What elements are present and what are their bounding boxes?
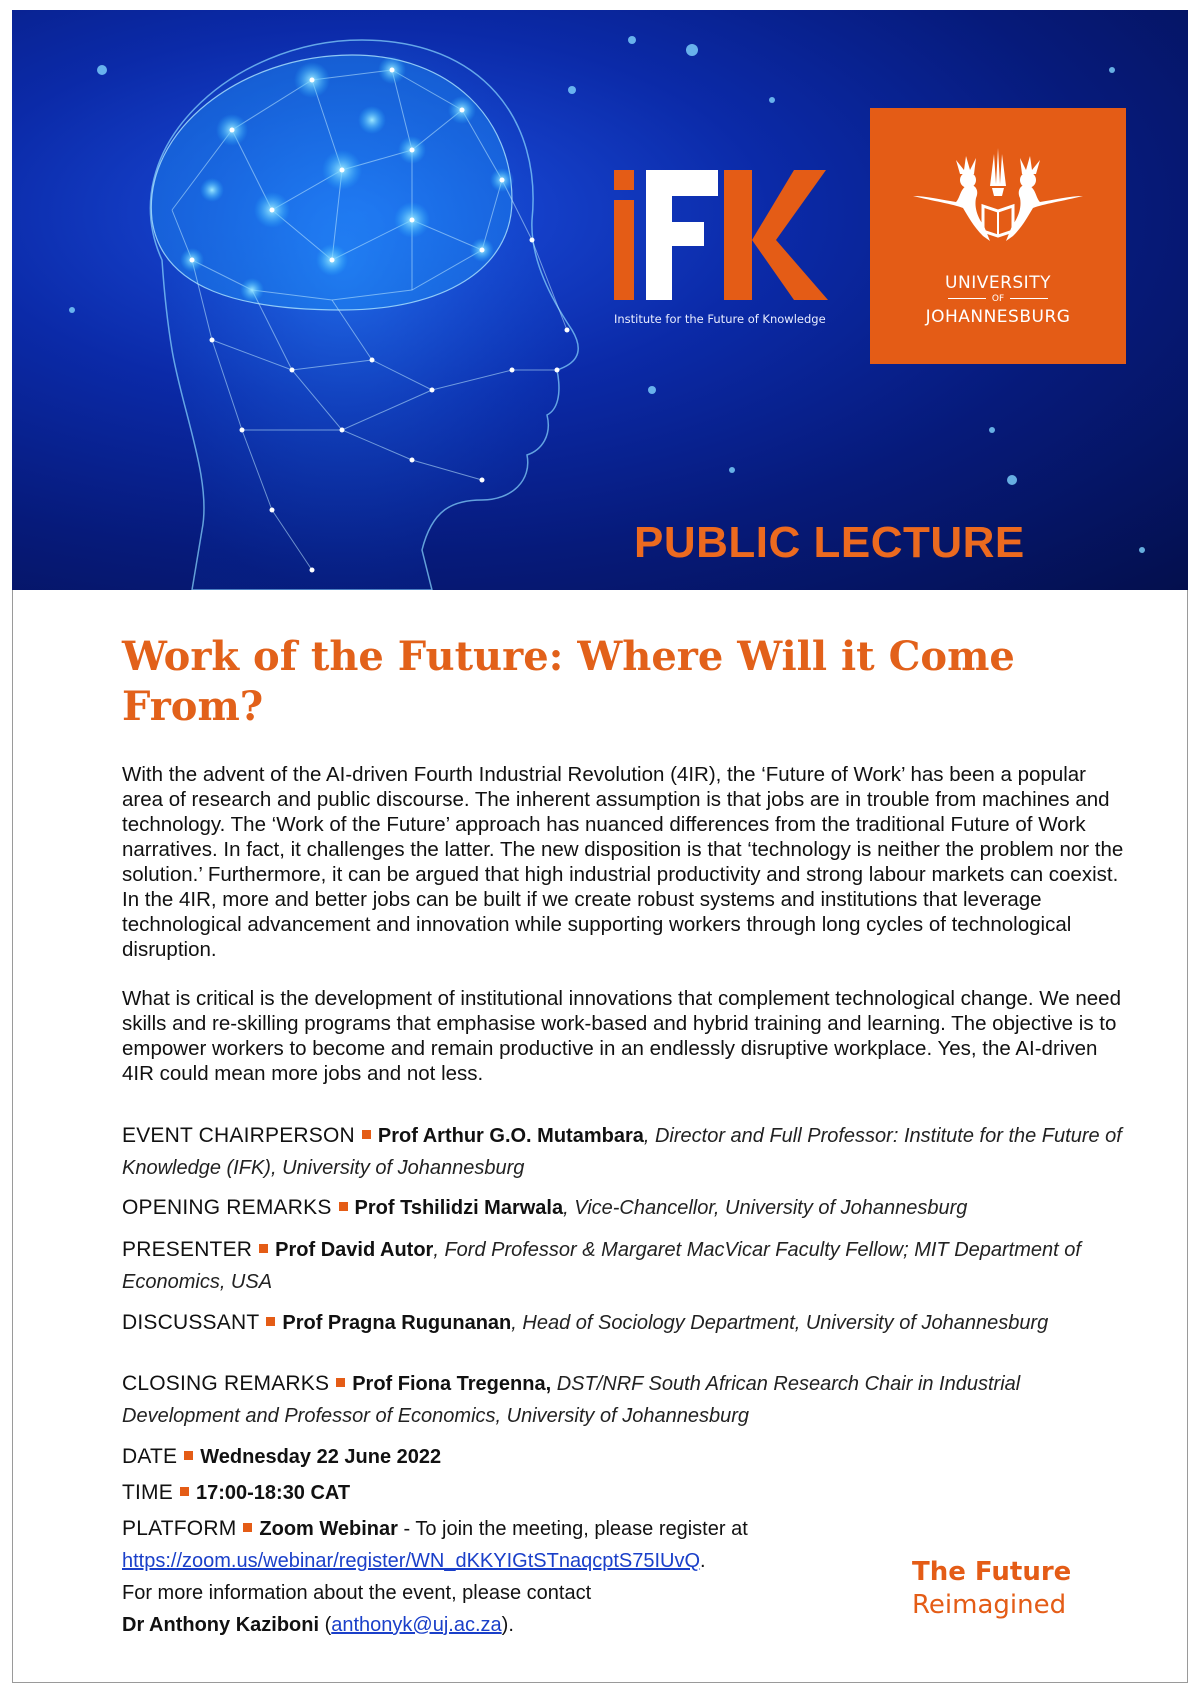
orange-bullet-icon xyxy=(180,1487,189,1496)
program-item-closing-remarks xyxy=(122,1368,1122,1432)
program-label: DISCUSSANT xyxy=(122,1311,260,1334)
speaker-description: DST/NRF South African Research Chair in Industrial Development and Professor of Economics, University of Johannesburg xyxy=(122,1373,1021,1427)
speaker-name: Prof David Autor xyxy=(275,1239,434,1261)
program-label: PRESENTER xyxy=(122,1238,253,1261)
program-label: CLOSING REMARKS xyxy=(122,1372,330,1395)
uj-logo xyxy=(870,108,1126,364)
date-value: Wednesday 22 June 2022 xyxy=(200,1446,442,1468)
contact-close-paren: ). xyxy=(501,1614,514,1636)
uj-name-line3: JOHANNESBURG xyxy=(925,307,1071,327)
header-banner xyxy=(12,10,1188,590)
program-item-opening-remarks xyxy=(122,1192,1122,1224)
program-item-presenter xyxy=(122,1234,1122,1298)
platform-label: PLATFORM xyxy=(122,1517,237,1540)
orange-bullet-icon xyxy=(362,1130,371,1139)
orange-bullet-icon xyxy=(336,1378,345,1387)
ifk-logo xyxy=(614,160,829,330)
platform-value: Zoom Webinar xyxy=(259,1518,398,1540)
contact-open-paren: ( xyxy=(319,1614,332,1636)
intro-paragraph: With the advent of the AI-driven Fourth Industrial Revolution (4IR), the ‘Future of Work’ has been a popular area of research and public discourse. The inherent assumption is that jobs are in trouble from machines and technology. The ‘Work of the Future’ approach has nuanced differences from the traditional Future of Work narratives. In fact, it challenges the latter. The new disposition is that ‘technology is neither the problem nor the solution.’ Furthermore, it can be argued that high industrial productivity and strong labour markets can coexist. In the 4IR, more and better jobs can be built if we create robust systems and institutions that leverage technological advancement and innovation while supporting workers through long cycles of technological disruption. xyxy=(122,763,1124,961)
platform-text: - To join the meeting, please register at xyxy=(397,1518,748,1540)
speaker-description: , Head of Sociology Department, University of Johannesburg xyxy=(511,1312,1049,1334)
speaker-description: , Director and Full Professor: Institute for the Future of Knowledge (IFK), University of Johannesburg xyxy=(122,1125,1122,1179)
orange-bullet-icon xyxy=(339,1202,348,1211)
link-suffix: . xyxy=(700,1550,706,1572)
event-date xyxy=(122,1441,1122,1473)
second-paragraph: What is critical is the development of institutional innovations that complement technological change. We need skills and re-skilling programs that emphasise work-based and hybrid training and learning. The objective is to empower workers to become and remain productive in an endlessly disruptive workplace. Yes, the AI-driven 4IR could mean more jobs and not less. xyxy=(122,987,1121,1085)
program-item-chairperson xyxy=(122,1120,1122,1184)
contact-name: Dr Anthony Kaziboni xyxy=(122,1614,320,1636)
event-time xyxy=(122,1477,1122,1509)
speaker-description: , Vice-Chancellor, University of Johannesburg xyxy=(563,1197,968,1219)
tagline-line2: Reimagined xyxy=(912,1590,1067,1620)
tagline-line1: The Future xyxy=(912,1557,1072,1587)
ifk-tagline: Institute for the Future of Knowledge xyxy=(614,312,826,326)
speaker-name: Prof Arthur G.O. Mutambara xyxy=(377,1125,644,1147)
lecture-title: Work of the Future: Where Will it Come From? xyxy=(122,633,1015,730)
ifk-letters-graphic xyxy=(614,160,829,300)
speaker-name: Prof Fiona Tregenna, xyxy=(352,1373,552,1395)
orange-bullet-icon xyxy=(243,1523,252,1532)
speaker-description: , Ford Professor & Margaret MacVicar Faculty Fellow; MIT Department of Economics, USA xyxy=(122,1239,1081,1293)
program-label: OPENING REMARKS xyxy=(122,1196,332,1219)
speaker-name: Prof Tshilidzi Marwala xyxy=(354,1197,564,1219)
orange-bullet-icon xyxy=(266,1317,275,1326)
uj-name-of: OF xyxy=(870,294,1126,304)
registration-link[interactable]: https://zoom.us/webinar/register/WN_dKKYIGtSTnaqcptS75IUvQ xyxy=(122,1550,701,1572)
public-lecture-heading: PUBLIC LECTURE xyxy=(634,518,1025,567)
time-label: TIME xyxy=(122,1481,173,1504)
orange-bullet-icon xyxy=(184,1451,193,1460)
orange-bullet-icon xyxy=(259,1244,268,1253)
speaker-name: Prof Pragna Rugunanan xyxy=(282,1312,512,1334)
contact-intro: For more information about the event, please contact xyxy=(122,1582,592,1604)
uj-name-line1: UNIVERSITY xyxy=(945,273,1051,293)
program-label: EVENT CHAIRPERSON xyxy=(122,1124,355,1147)
time-value: 17:00-18:30 CAT xyxy=(195,1482,351,1504)
uj-crest-icon xyxy=(908,146,1088,256)
program-item-discussant xyxy=(122,1307,1122,1339)
date-label: DATE xyxy=(122,1445,178,1468)
contact-email-link[interactable]: anthonyk@uj.ac.za xyxy=(331,1614,502,1636)
